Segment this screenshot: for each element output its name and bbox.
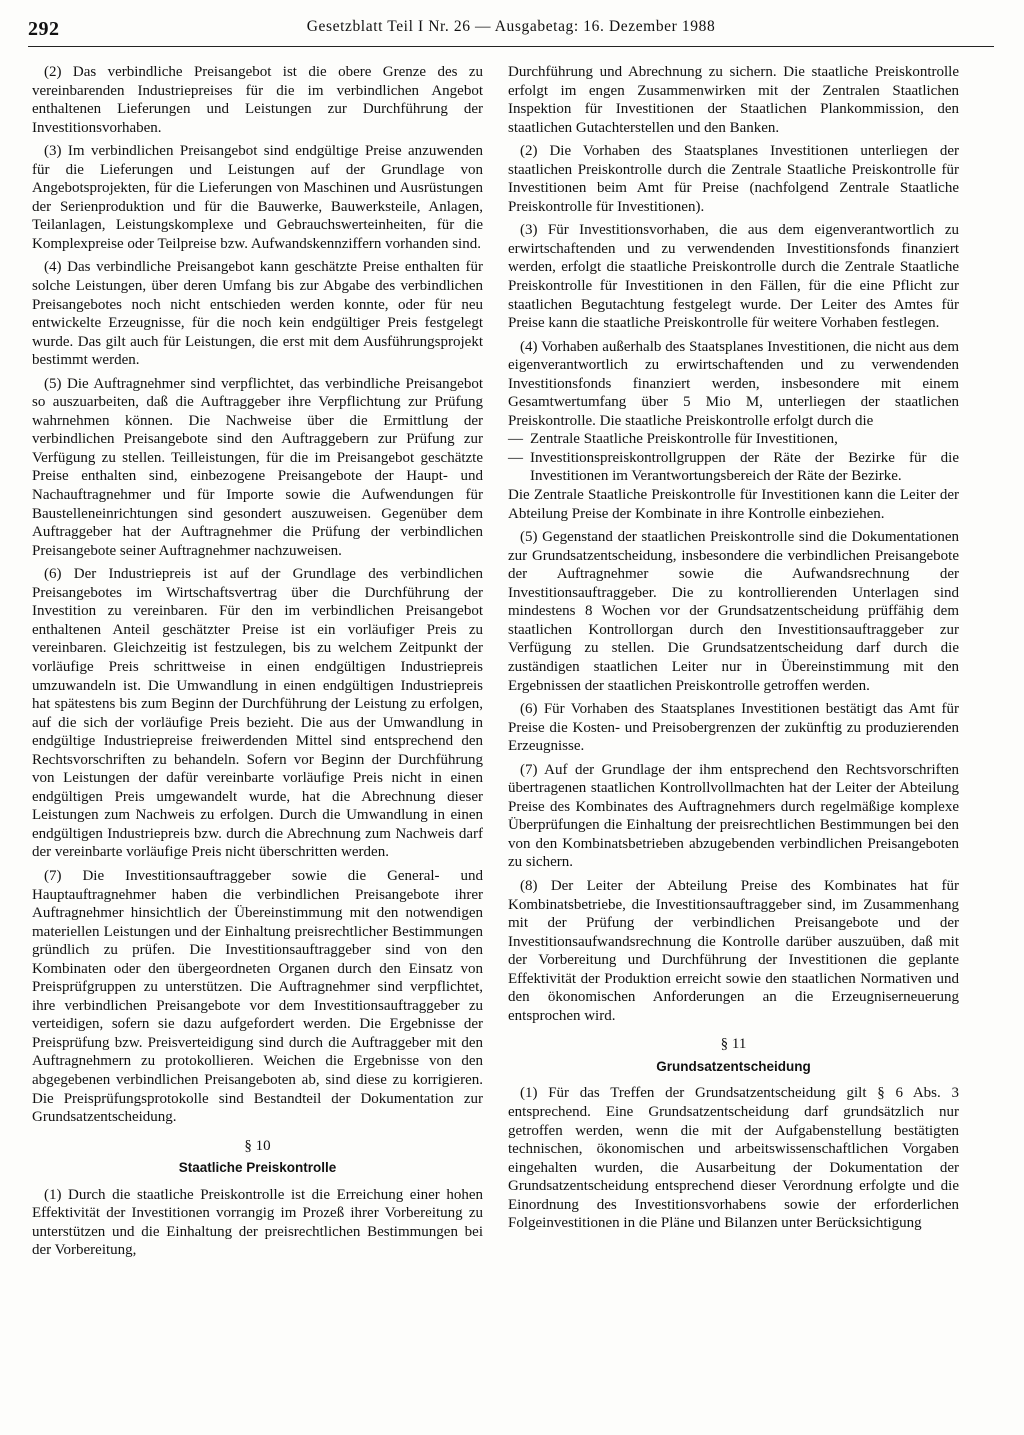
paragraph-10-1-continued: Durchführung und Abrechnung zu sichern. Die staatliche Preiskontrolle erfolgt im engen Zusammenwirken mit der Zentralen Staatlichen Inspektion für Investitionen der Staatlichen Plankommission, den staatlichen Gutachterstellen und den Banken. bbox=[508, 64, 959, 136]
paragraph-9-4: (4) Das verbindliche Preisangebot kann geschätzte Preise enthalten für solche Leistungen, über deren Umfang bis zur Abgabe des verbindlichen Preisangebotes noch nicht entschieden werden konnte, oder für neu entwickelte Erzeugnisse, für die noch kein endgültiger Preis festgelegt wurde. Das gilt auch für Leistungen, die erst mit dem Ausführungsprojekt bestimmt werden. bbox=[32, 259, 483, 369]
dash-mark: — bbox=[508, 431, 523, 448]
page-header bbox=[28, 10, 994, 50]
dash-item-1 bbox=[508, 430, 959, 449]
paragraph-10-2: (2) Die Vorhaben des Staatsplanes Investitionen unterliegen der staatlichen Preiskontrolle durch die Zentrale Staatliche Preiskontrolle für Investitionen beim Amt für Preise (nachfolgend Zentrale Staatliche Preiskontrolle für Investitionen). bbox=[508, 143, 959, 215]
dash-item-2 bbox=[508, 449, 959, 486]
dash-item-text: Zentrale Staatliche Preiskontrolle für Investitionen, bbox=[530, 431, 838, 448]
paragraph-9-6: (6) Der Industriepreis ist auf der Grundlage des verbindlichen Preisangebotes im Wirtschaftsvertrag über die Durchführung der Investition zu vereinbaren. Für den im verbindlichen Preisangebot enthaltenen Anteil geschätzter Preise ist ein vorläufiger Preis zu vereinbaren. Gleichzeitig ist festzulegen, bis zu welchem Zeitpunkt der vorläufige Preis schrittweise in einen endgültigen Industriepreis umzuwandeln ist. Die Umwandlung in einen endgültigen Industriepreis hat spätestens bis zum Beginn der Durchführung der Leistung zu erfolgen, auf die sich der vorläufige Preis bezieht. Die aus der Umwandlung in endgültige Industriepreise freiwerdenden Mittel sind entsprechend den Rechtsvorschriften zu behandeln. Sofern vor Beginn der Durchführung von Leistungen der dafür vereinbarte vorläufige Preis nicht in einen endgültigen Preis umgewandelt wurde, hat die Abrechnung dieser Leistungen zum Nachweis zu erfolgen. Durch die Umwandlung in einen endgültigen Industriepreis bzw. durch die Abrechnung zum Nachweis darf der vereinbarte vorläufige Preis nicht überschritten werden. bbox=[32, 566, 483, 861]
paragraph-9-5: (5) Die Auftragnehmer sind verpflichtet, das verbindliche Preisangebot so auszuarbeiten, daß die Auftraggeber ihre Verpflichtung zur Prüfung wahrnehmen können. Die Nachweise über die Ermittlung der verbindlichen Preisangebote sind den Auftraggebern zur Prüfung zur Verfügung zu stellen. Teilleistungen, für die im Preisangebot geschätzte Preise enthalten sind, einbezogene Preisangebote der Haupt- und Nachauftragnehmer und für Importe sowie die Aufwendungen für Baustelleneinrichtungen sind gesondert auszuweisen. Gegenüber dem Auftraggeber hat der Auftragnehmer die Prüfung der verbindlichen Preisangebote seiner Auftragnehmer nachzuweisen. bbox=[32, 375, 483, 559]
paragraph-10-4-continued: Die Zentrale Staatliche Preiskontrolle für Investitionen kann die Leiter der Abteilung Preise der Kombinate in ihre Kontrolle einbeziehen. bbox=[508, 487, 959, 522]
left-column bbox=[32, 63, 483, 1265]
paragraph-10-3: (3) Für Investitionsvorhaben, die aus dem eigenverantwortlich zu erwirtschaftenden und zu verwendenden Investitionsfonds finanziert werden, erfolgt die staatliche Preiskontrolle durch die Zentrale Staatliche Preiskontrolle für Investitionen in den Fällen, für die eine Pflicht zur staatlichen Begutachtung festgelegt wurde. Der Leiter des Amtes für Preise kann die staatliche Preiskontrolle für weitere Vorhaben festlegen. bbox=[508, 222, 959, 332]
header-rule bbox=[28, 46, 994, 47]
section-11-title: Grundsatzentscheidung bbox=[656, 1058, 811, 1074]
paragraph-11-1: (1) Für das Treffen der Grundsatzentscheidung gilt § 6 Abs. 3 entsprechend. Eine Grundsatzentscheidung darf grundsätzlich nur getroffen werden, wenn die mit der Aufgabenstellung bestätigten technischen, ökonomischen und arbeitswissenschaftlichen Vorgaben eingehalten wurden, die Ausarbeitung der Dokumentation der Grundsatzentscheidung entsprechend dieser Verordnung erfolgte und die Einordnung des Investitionsvorhabens sowie der erforderlichen Folgeinvestitionen in die Pläne und Bilanzen unter Berücksichtigung bbox=[508, 1085, 959, 1232]
paragraph-10-6: (6) Für Vorhaben des Staatsplanes Investitionen bestätigt das Amt für Preise die Kosten- und Preisobergrenzen der zukünftig zu produzierenden Erzeugnisse. bbox=[508, 701, 959, 755]
section-10-number: § 10 bbox=[244, 1137, 271, 1154]
paragraph-10-8: (8) Der Leiter der Abteilung Preise des Kombinates hat für Kombinatsbetriebe, die Investitionsauftraggeber sind, im Zusammenhang mit der Prüfung der verbindlichen Preisangebote und der Investitionsaufwandsrechnung die Kontrolle darüber auszuüben, daß mit der Vorbereitung und Durchführung der Investitionen die geplante Effektivität der Produktion erreicht sowie den staatlichen Normativen und den ökonomischen Anforderungen an die Erzeugniserneuerung entsprochen wird. bbox=[508, 877, 959, 1024]
paragraph-10-4: (4) Vorhaben außerhalb des Staatsplanes Investitionen, die nicht aus dem eigenverantwortlich zu erwirtschaftenden und zu verwendenden Investitionsfonds finanziert werden, insbesondere mit einem Gesamtwertumfang über 5 Mio M, unterliegen der staatlichen Preiskontrolle. Die staatliche Preiskontrolle erfolgt durch die bbox=[508, 338, 959, 429]
paragraph-9-2: (2) Das verbindliche Preisangebot ist die obere Grenze des zu vereinbarenden Industriepreises für die im verbindlichen Angebot enthaltenen Lieferungen und Leistungen zur Durchführung der Investitionsvorhaben. bbox=[32, 64, 483, 136]
paragraph-9-7: (7) Die Investitionsauftraggeber sowie die General- und Hauptauftragnehmer haben die verbindlichen Preisangebote ihrer Auftragnehmer hinsichtlich der Übereinstimmung mit den notwendigen materiellen Leistungen und der Einhaltung preisrechtlicher Bestimmungen gründlich zu prüfen. Die Investitionsauftraggeber sind von den Kombinaten oder den übergeordneten Organen durch den Einsatz von Preisprüfgruppen zu unterstützen. Die Auftragnehmer sind verpflichtet, ihre verbindlichen Preisangebote vor dem Investitionsauftraggeber zu verteidigen, sofern sie dazu aufgefordert werden. Die Ergebnisse der Preisprüfung bzw. Preisverteidigung sind durch die Auftraggeber mit den Auftragnehmern zu protokollieren. Weichen die Ergebnisse von den abgegebenen verbindlichen Preisangeboten ab, sind diese zu korrigieren. Die Preisprüfungsprotokolle sind Bestandteil der Dokumentation zur Grundsatzentscheidung. bbox=[32, 867, 483, 1126]
right-column bbox=[508, 63, 959, 1238]
dash-mark: — bbox=[508, 449, 523, 466]
dash-item-text: Investitionspreiskontrollgruppen der Räte der Bezirke für die Investitionen im Verantwortungsbereich der Räte der Bezirke. bbox=[530, 449, 959, 485]
section-10-title: Staatliche Preiskontrolle bbox=[178, 1160, 337, 1176]
paragraph-10-1: (1) Durch die staatliche Preiskontrolle ist die Erreichung einer hohen Effektivität der Investitionen vorrangig im Prozeß ihrer Vorbereitung zu unterstützen und die Einhaltung der preisrechtlichen Bestimmungen bei der Vorbereitung, bbox=[32, 1186, 483, 1259]
page-number: 292 bbox=[28, 18, 60, 40]
section-11-number: § 11 bbox=[720, 1036, 747, 1053]
paragraph-10-7: (7) Auf der Grundlage der ihm entsprechend den Rechtsvorschriften übertragenen staatlichen Kontrollvollmachten hat der Leiter der Abteilung Preise des Kombinates des Auftragnehmers durch regelmäßige komplexe Überprüfungen die Einhaltung der preisrechtlichen Bestimmungen bei den von den Kombinatsbetrieben abzugebenden verbindlichen Preisangeboten zu sichern. bbox=[508, 761, 959, 871]
paragraph-10-5: (5) Gegenstand der staatlichen Preiskontrolle sind die Dokumentationen zur Grundsatzentscheidung, insbesondere die verbindlichen Preisangebote der Auftragnehmer sowie die Aufwandsrechnung der Investitionsauftraggeber. Die zu kontrollierenden Unterlagen sind mindestens 8 Wochen vor der Grundsatzentscheidung prüffähig dem staatlichen Kontrollorgan durch den Investitionsauftraggeber zur Verfügung zu stellen. Die Grundsatzentscheidung darf durch die zuständigen staatlichen Leiter nur in Übereinstimmung mit den Ergebnissen der staatlichen Preiskontrolle getroffen werden. bbox=[508, 529, 959, 694]
gazette-title: Gesetzblatt Teil I Nr. 26 — Ausgabetag: 16. Dezember 1988 bbox=[306, 18, 716, 35]
paragraph-9-3: (3) Im verbindlichen Preisangebot sind endgültige Preise anzuwenden für die Lieferungen und Leistungen auf der Grundlage von Angebotsprojekten, für die Lieferungen von Maschinen und Ausrüstungen der Serienproduktion und für die Bauwerke, Bauwerksteile, Anlagen, Teilanlagen, Leistungskomplexe und Gebrauchswerteinheiten, für die Komplexpreise oder Teilpreise bzw. Aufwandskennziffern vorhanden sind. bbox=[32, 143, 483, 252]
